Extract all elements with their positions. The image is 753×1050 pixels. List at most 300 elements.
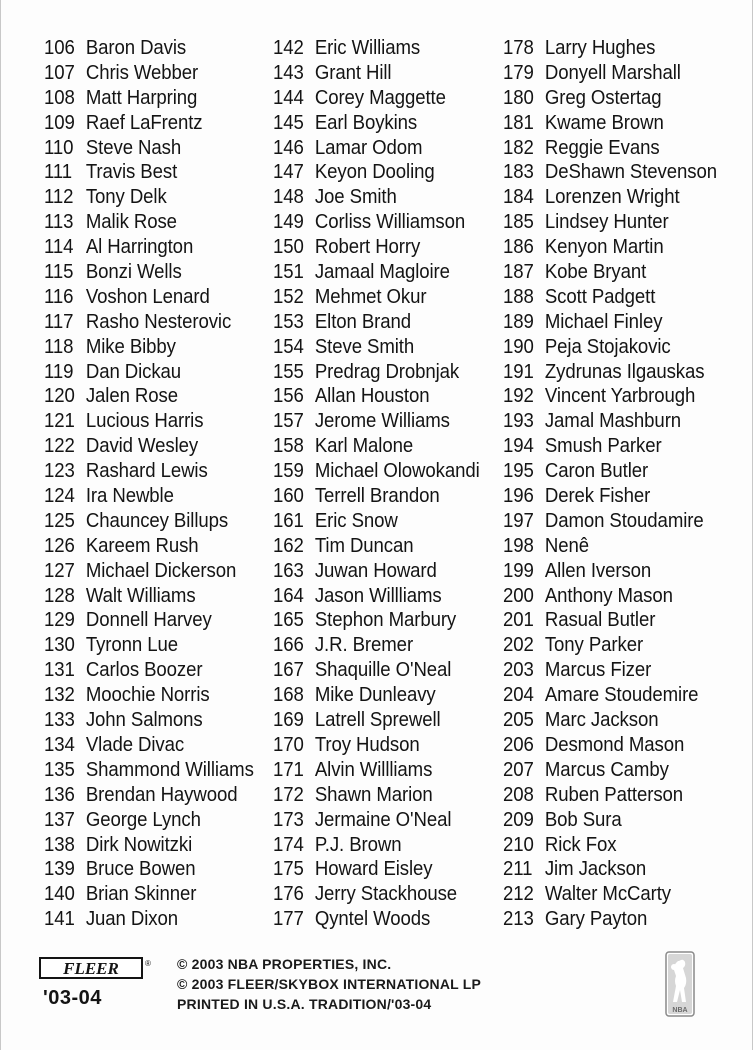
player-name: Grant Hill — [314, 61, 392, 84]
checklist-entry — [503, 783, 717, 808]
player-name: Al Harrington — [85, 236, 194, 259]
player-name: Voshon Lenard — [85, 285, 210, 308]
card-number: 134 — [44, 733, 75, 756]
checklist-entry — [44, 260, 254, 285]
card-number: 165 — [273, 609, 304, 632]
card-number: 122 — [44, 435, 75, 458]
checklist-entry — [503, 882, 717, 907]
player-name: Travis Best — [85, 161, 178, 184]
checklist-entry — [503, 833, 717, 858]
card-number: 150 — [273, 236, 304, 259]
card-number: 155 — [273, 360, 304, 383]
player-name: Juan Dixon — [85, 908, 178, 931]
player-name: Peja Stojakovic — [544, 335, 671, 358]
player-name: Marcus Camby — [544, 758, 669, 781]
checklist-entry — [44, 86, 254, 111]
card-number: 151 — [273, 261, 304, 284]
card-number: 185 — [503, 211, 534, 234]
player-name: Dirk Nowitzki — [85, 833, 193, 856]
checklist-entry — [273, 559, 480, 584]
checklist-entry — [44, 360, 254, 385]
card-number: 199 — [503, 559, 534, 582]
checklist-entry — [273, 86, 480, 111]
card-number: 175 — [273, 858, 304, 881]
svg-text:®: ® — [145, 959, 151, 968]
checklist-entry — [503, 310, 717, 335]
player-name: Howard Eisley — [314, 858, 433, 881]
player-name: Donnell Harvey — [85, 609, 212, 632]
player-name: Terrell Brandon — [314, 485, 440, 508]
card-number: 153 — [273, 310, 304, 333]
player-name: Ruben Patterson — [544, 783, 684, 806]
player-name: Brendan Haywood — [85, 783, 238, 806]
card-number: 140 — [44, 883, 75, 906]
card-number: 108 — [44, 86, 75, 109]
card-number: 130 — [44, 634, 75, 657]
checklist-entry — [44, 808, 254, 833]
card-number: 112 — [44, 186, 74, 209]
card-number: 191 — [503, 360, 534, 383]
player-name: Amare Stoudemire — [544, 684, 699, 707]
player-name: Ira Newble — [85, 485, 174, 508]
checklist-entry — [503, 384, 717, 409]
card-number: 133 — [44, 709, 75, 732]
checklist-entry — [44, 384, 254, 409]
checklist-entry — [503, 260, 717, 285]
card-number: 158 — [273, 435, 304, 458]
player-name: Tyronn Lue — [85, 634, 178, 657]
card-number: 143 — [273, 61, 304, 84]
card-number: 119 — [44, 360, 74, 383]
card-number: 164 — [273, 584, 304, 607]
svg-text:NBA: NBA — [672, 1007, 688, 1014]
card-number: 174 — [273, 833, 304, 856]
player-name: Juwan Howard — [314, 559, 437, 582]
player-name: Brian Skinner — [85, 883, 197, 906]
card-number: 171 — [273, 758, 304, 781]
player-name: Karl Malone — [314, 435, 414, 458]
player-name: Tony Parker — [544, 634, 644, 657]
card-number: 181 — [503, 111, 534, 134]
checklist-entry — [273, 758, 480, 783]
checklist-entry — [273, 384, 480, 409]
checklist-entry — [273, 708, 480, 733]
player-name: Shaquille O'Neal — [314, 659, 452, 682]
checklist-entry — [273, 584, 480, 609]
legal-line-3: PRINTED IN U.S.A. TRADITION/'03-04 — [177, 996, 432, 1012]
checklist-entry — [44, 111, 254, 136]
player-name: P.J. Brown — [314, 833, 402, 856]
checklist-entry — [44, 210, 254, 235]
legal-line-1: © 2003 NBA PROPERTIES, INC. — [177, 956, 392, 972]
checklist-entry — [503, 708, 717, 733]
checklist-entry — [273, 459, 480, 484]
checklist-column-3 — [503, 36, 733, 932]
checklist-entry — [503, 857, 717, 882]
player-name: Derek Fisher — [544, 485, 651, 508]
checklist-entry — [273, 409, 480, 434]
player-name: Smush Parker — [544, 435, 662, 458]
checklist-entry — [273, 235, 480, 260]
player-name: Shawn Marion — [314, 783, 433, 806]
checklist-entry — [273, 111, 480, 136]
player-name: Rashard Lewis — [85, 460, 208, 483]
player-name: Baron Davis — [85, 37, 187, 59]
checklist-entry — [273, 61, 480, 86]
card-number: 167 — [273, 659, 304, 682]
checklist-entry — [44, 235, 254, 260]
player-name: Walt Williams — [85, 584, 196, 607]
checklist-entry — [273, 509, 480, 534]
checklist-entry — [273, 882, 480, 907]
checklist-entry — [44, 36, 254, 61]
player-name: Raef LaFrentz — [85, 111, 203, 134]
card-number: 126 — [44, 534, 75, 557]
card-number: 182 — [503, 136, 534, 159]
checklist-entry — [44, 285, 254, 310]
checklist-entry — [503, 409, 717, 434]
checklist-entry — [44, 783, 254, 808]
checklist-entry — [273, 658, 480, 683]
checklist-entry — [503, 285, 717, 310]
checklist-entry — [44, 907, 254, 932]
player-name: Jim Jackson — [544, 858, 647, 881]
player-name: Kenyon Martin — [544, 236, 664, 259]
card-number: 157 — [273, 410, 304, 433]
fleer-wordmark-icon — [39, 957, 151, 979]
checklist-entry — [503, 459, 717, 484]
player-name: Jalen Rose — [85, 385, 178, 408]
card-number: 201 — [503, 609, 534, 632]
card-number: 168 — [273, 684, 304, 707]
checklist-entry — [44, 509, 254, 534]
checklist-entry — [503, 61, 717, 86]
card-number: 179 — [503, 61, 534, 84]
card-number: 147 — [273, 161, 304, 184]
player-name: Jermaine O'Neal — [314, 808, 452, 831]
player-name: Moochie Norris — [85, 684, 210, 707]
checklist-entry — [273, 136, 480, 161]
checklist-column-2 — [273, 36, 495, 932]
card-number: 183 — [503, 161, 534, 184]
card-number: 148 — [273, 186, 304, 209]
player-name: Qyntel Woods — [314, 908, 431, 931]
card-number: 163 — [273, 559, 304, 582]
player-name: Joe Smith — [314, 186, 397, 209]
checklist-entry — [44, 658, 254, 683]
checklist-entry — [44, 61, 254, 86]
card-number: 197 — [503, 509, 534, 532]
card-number: 202 — [503, 634, 534, 657]
player-name: Jerry Stackhouse — [314, 883, 458, 906]
player-name: Bonzi Wells — [85, 261, 182, 284]
checklist-entry — [273, 683, 480, 708]
player-name: Vincent Yarbrough — [544, 385, 696, 408]
card-number: 117 — [44, 310, 74, 333]
checklist-entry — [273, 310, 480, 335]
checklist-entry — [273, 608, 480, 633]
player-name: Jamal Mashburn — [544, 410, 682, 433]
checklist-entry — [44, 310, 254, 335]
card-number: 106 — [44, 37, 75, 59]
player-name: Zydrunas Ilgauskas — [544, 360, 705, 383]
card-number: 213 — [503, 908, 534, 931]
player-name: Jason Willliams — [314, 584, 442, 607]
player-name: Scott Padgett — [544, 285, 656, 308]
card-number: 115 — [44, 261, 74, 284]
checklist-entry — [273, 833, 480, 858]
checklist-entry — [44, 708, 254, 733]
player-name: Mike Bibby — [85, 335, 176, 358]
checklist-entry — [503, 434, 717, 459]
checklist-entry — [273, 857, 480, 882]
player-name: Allan Houston — [314, 385, 430, 408]
checklist-entry — [273, 808, 480, 833]
player-name: Matt Harpring — [85, 86, 198, 109]
checklist-entry — [503, 509, 717, 534]
player-name: George Lynch — [85, 808, 201, 831]
card-number: 109 — [44, 111, 75, 134]
card-number: 107 — [44, 61, 75, 84]
player-name: Stephon Marbury — [314, 609, 457, 632]
checklist-entry — [273, 260, 480, 285]
checklist-entry — [503, 733, 717, 758]
checklist-entry — [44, 833, 254, 858]
card-number: 135 — [44, 758, 75, 781]
card-number: 206 — [503, 733, 534, 756]
card-number: 204 — [503, 684, 534, 707]
checklist-entry — [44, 683, 254, 708]
player-name: Corliss Williamson — [314, 211, 466, 234]
checklist-entry — [503, 335, 717, 360]
player-name: David Wesley — [85, 435, 199, 458]
player-name: Lorenzen Wright — [544, 186, 680, 209]
checklist-entry — [44, 733, 254, 758]
card-number: 125 — [44, 509, 75, 532]
checklist-entry — [503, 111, 717, 136]
player-name: Vlade Divac — [85, 733, 185, 756]
player-name: Michael Finley — [544, 310, 663, 333]
card-number: 177 — [273, 908, 304, 931]
card-number: 127 — [44, 559, 75, 582]
card-number: 192 — [503, 385, 534, 408]
checklist-entry — [44, 484, 254, 509]
player-name: Dan Dickau — [85, 360, 182, 383]
card-number: 118 — [44, 335, 74, 358]
card-footer — [1, 950, 753, 1050]
checklist-entry — [503, 86, 717, 111]
player-name: Nenê — [544, 534, 589, 557]
player-name: Earl Boykins — [314, 111, 418, 134]
card-number: 156 — [273, 385, 304, 408]
checklist-entry — [503, 608, 717, 633]
card-number: 196 — [503, 485, 534, 508]
checklist-entry — [44, 335, 254, 360]
card-number: 139 — [44, 858, 75, 881]
card-number: 193 — [503, 410, 534, 433]
card-number: 159 — [273, 460, 304, 483]
player-name: Michael Dickerson — [85, 559, 237, 582]
card-number: 208 — [503, 783, 534, 806]
player-name: Damon Stoudamire — [544, 509, 704, 532]
checklist-entry — [273, 907, 480, 932]
player-name: Rasual Butler — [544, 609, 656, 632]
player-name: Steve Smith — [314, 335, 415, 358]
player-name: Troy Hudson — [314, 733, 420, 756]
checklist-entry — [503, 160, 717, 185]
card-number: 212 — [503, 883, 534, 906]
player-name: Gary Payton — [544, 908, 648, 931]
player-name: Donyell Marshall — [544, 61, 681, 84]
card-number: 120 — [44, 385, 75, 408]
nba-logo-icon — [665, 951, 695, 1017]
player-name: Lucious Harris — [85, 410, 204, 433]
checklist-entry — [44, 608, 254, 633]
card-number: 166 — [273, 634, 304, 657]
player-name: Jamaal Magloire — [314, 261, 450, 284]
player-name: Carlos Boozer — [85, 659, 203, 682]
player-name: Alvin Willliams — [314, 758, 433, 781]
checklist-entry — [273, 335, 480, 360]
checklist-entry — [44, 185, 254, 210]
card-number: 170 — [273, 733, 304, 756]
player-name: Corey Maggette — [314, 86, 446, 109]
checklist-column-1 — [44, 36, 270, 932]
player-name: Tim Duncan — [314, 534, 414, 557]
card-number: 114 — [44, 236, 74, 259]
player-name: Rick Fox — [544, 833, 617, 856]
card-number: 160 — [273, 485, 304, 508]
svg-text:FLEER: FLEER — [63, 959, 119, 978]
card-number: 149 — [273, 211, 304, 234]
checklist-entry — [503, 36, 717, 61]
checklist-entry — [273, 36, 480, 61]
checklist-entry — [503, 210, 717, 235]
player-name: Mike Dunleavy — [314, 684, 436, 707]
player-name: Latrell Sprewell — [314, 709, 441, 732]
season-label: '03-04 — [43, 987, 102, 1009]
checklist-entry — [273, 360, 480, 385]
checklist-entry — [273, 534, 480, 559]
player-name: Walter McCarty — [544, 883, 672, 906]
card-number: 136 — [44, 783, 75, 806]
card-number: 142 — [273, 37, 304, 59]
checklist-entry — [44, 534, 254, 559]
card-number: 124 — [44, 485, 75, 508]
card-number: 190 — [503, 335, 534, 358]
checklist-entry — [44, 136, 254, 161]
checklist-entry — [44, 160, 254, 185]
checklist-entry — [273, 285, 480, 310]
player-name: Kobe Bryant — [544, 261, 647, 284]
player-name: Shammond Williams — [85, 758, 254, 781]
player-name: Greg Ostertag — [544, 86, 662, 109]
card-number: 173 — [273, 808, 304, 831]
player-name: Kwame Brown — [544, 111, 664, 134]
checklist-entry — [44, 882, 254, 907]
card-number: 178 — [503, 37, 534, 59]
card-number: 116 — [44, 285, 74, 308]
card-number: 146 — [273, 136, 304, 159]
checklist-entry — [44, 633, 254, 658]
checklist-entry — [44, 584, 254, 609]
checklist-entry — [503, 534, 717, 559]
player-name: Mehmet Okur — [314, 285, 427, 308]
player-name: Caron Butler — [544, 460, 649, 483]
card-number: 176 — [273, 883, 304, 906]
checklist-entry — [273, 185, 480, 210]
card-number: 198 — [503, 534, 534, 557]
player-name: Tony Delk — [85, 186, 167, 209]
player-name: Jerome Williams — [314, 410, 450, 433]
player-name: Robert Horry — [314, 236, 421, 259]
card-number: 129 — [44, 609, 75, 632]
player-name: Malik Rose — [85, 211, 177, 234]
player-name: Steve Nash — [85, 136, 182, 159]
card-number: 145 — [273, 111, 304, 134]
player-name: Chris Webber — [85, 61, 199, 84]
card-number: 123 — [44, 460, 75, 483]
card-number: 138 — [44, 833, 75, 856]
checklist-entry — [503, 484, 717, 509]
card-number: 207 — [503, 758, 534, 781]
player-name: Allen Iverson — [544, 559, 652, 582]
card-number: 194 — [503, 435, 534, 458]
checklist-entry — [503, 559, 717, 584]
checklist-entry — [503, 136, 717, 161]
card-number: 131 — [44, 659, 75, 682]
card-number: 188 — [503, 285, 534, 308]
card-number: 211 — [503, 858, 533, 881]
player-name: Predrag Drobnjak — [314, 360, 460, 383]
checklist-entry — [44, 434, 254, 459]
card-number: 210 — [503, 833, 534, 856]
checklist-entry — [273, 783, 480, 808]
card-number: 144 — [273, 86, 304, 109]
checklist-entry — [44, 459, 254, 484]
card-number: 141 — [44, 908, 75, 931]
card-number: 203 — [503, 659, 534, 682]
card-number: 209 — [503, 808, 534, 831]
card-number: 189 — [503, 310, 534, 333]
player-name: Lamar Odom — [314, 136, 423, 159]
card-number: 169 — [273, 709, 304, 732]
card-number: 154 — [273, 335, 304, 358]
card-number: 180 — [503, 86, 534, 109]
player-name: Marc Jackson — [544, 709, 659, 732]
fleer-logo — [39, 957, 157, 1017]
checklist-entry — [44, 857, 254, 882]
checklist-entry — [273, 733, 480, 758]
checklist-entry — [273, 434, 480, 459]
checklist-entry — [503, 360, 717, 385]
player-name: Desmond Mason — [544, 733, 685, 756]
checklist-entry — [44, 758, 254, 783]
checklist-entry — [503, 907, 717, 932]
player-name: Eric Williams — [314, 37, 421, 59]
player-name: Kareem Rush — [85, 534, 199, 557]
legal-text — [177, 954, 481, 1014]
legal-line-2: © 2003 FLEER/SKYBOX INTERNATIONAL LP — [177, 976, 482, 992]
checklist-entry — [503, 808, 717, 833]
player-name: Bob Sura — [544, 808, 622, 831]
checklist-entry — [503, 683, 717, 708]
checklist-entry — [503, 185, 717, 210]
card-number: 161 — [273, 509, 304, 532]
checklist-entry — [503, 658, 717, 683]
checklist-entry — [44, 559, 254, 584]
checklist-entry — [503, 633, 717, 658]
